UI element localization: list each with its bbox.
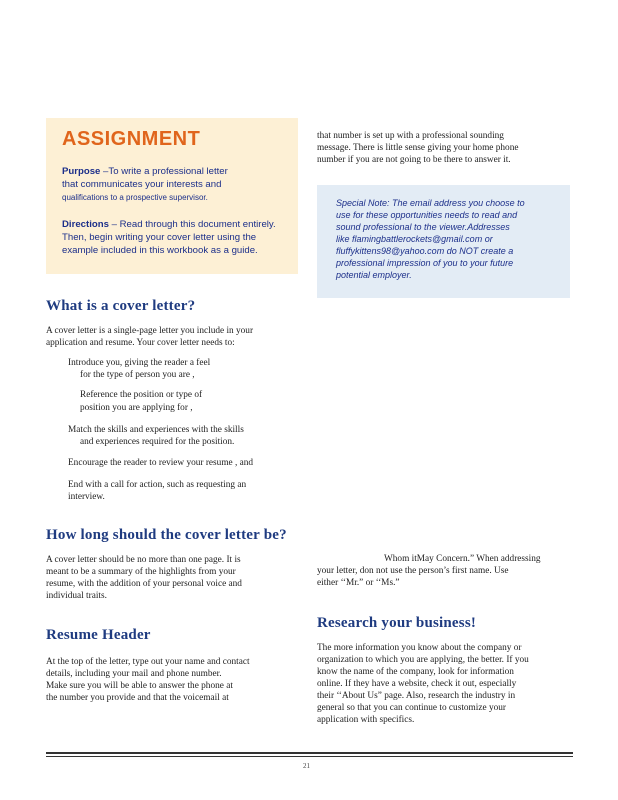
- special-note-line-4: like flamingbattlerockets@gmail.com or: [336, 234, 493, 244]
- whom-line-3: either ‘‘Mr.” or ‘‘Ms.”: [317, 578, 400, 588]
- footer-rule-thick: [46, 752, 573, 754]
- right-top-line-3: number if you are not going to be there to answer it.: [317, 155, 511, 165]
- cover-letter-intro-1: A cover letter is a single-page letter you include in your: [46, 326, 254, 336]
- bullet-2-line-2: position you are applying for ,: [80, 403, 193, 413]
- cover-letter-intro-2: application and resume. Your cover letter needs to:: [46, 338, 235, 348]
- special-note-line-6: professional impression of you to your future: [336, 258, 514, 268]
- bullet-4-line-1: Encourage the reader to review your resume , and: [68, 458, 254, 468]
- bullet-2-line-1: Reference the position or type of: [80, 390, 203, 400]
- bullet-3-line-2: and experiences required for the position.: [80, 437, 235, 447]
- resume-header-line-3: Make sure you will be able to answer the phone at: [46, 681, 233, 691]
- resume-header-line-2: details, including your mail and phone number.: [46, 669, 222, 679]
- how-long-line-4: individual traits.: [46, 591, 107, 601]
- research-line-2: organization to which you are applying, the better. If you: [317, 655, 529, 665]
- directions-line-2: Then, begin writing your cover letter using the: [62, 232, 257, 243]
- right-top-line-1: that number is set up with a professional sounding: [317, 131, 504, 141]
- research-line-4: online. If they have a website, check it out, especially: [317, 679, 517, 689]
- special-note-line-3: sound professional to the viewer.Addresses: [336, 222, 510, 232]
- cover-letter-heading: What is a cover letter?: [46, 298, 196, 314]
- purpose-line-1: Purpose –To write a professional letter: [62, 166, 228, 177]
- research-line-7: application with specifics.: [317, 715, 415, 725]
- research-line-1: The more information you know about the company or: [317, 643, 522, 653]
- directions-line-1: Directions – Read through this document entirely.: [62, 219, 276, 230]
- special-note-line-2: use for these opportunities needs to read and: [336, 210, 518, 220]
- research-line-6: general so that you can continue to customize your: [317, 703, 506, 713]
- bullet-1-line-2: for the type of person you are ,: [80, 370, 195, 380]
- resume-header-line-1: At the top of the letter, type out your name and contact: [46, 657, 250, 667]
- research-heading: Research your business!: [317, 615, 477, 631]
- bullet-5-line-2: interview.: [68, 492, 105, 502]
- directions-line-3: example included in this workbook as a guide.: [62, 245, 258, 256]
- how-long-line-2: meant to be a summary of the highlights from your: [46, 567, 236, 577]
- page-number: 21: [303, 762, 310, 770]
- right-top-line-2: message. There is little sense giving your home phone: [317, 143, 519, 153]
- special-note-line-7: potential employer.: [336, 270, 412, 280]
- purpose-line-3: qualifications to a prospective supervisor.: [62, 193, 208, 202]
- research-line-5: their ‘‘About Us” page. Also, research the industry in: [317, 691, 516, 701]
- research-line-3: know the name of the company, look for information: [317, 667, 514, 677]
- special-note-line-1: Special Note: The email address you choose to: [336, 198, 525, 208]
- special-note-line-5: fluffykittens98@yahoo.com do NOT create a: [336, 246, 514, 256]
- resume-header-line-4: the number you provide and that the voicemail at: [46, 693, 229, 703]
- how-long-line-1: A cover letter should be no more than one page. It is: [46, 555, 241, 565]
- footer-rule-thin: [46, 756, 573, 757]
- bullet-5-line-1: End with a call for action, such as requesting an: [68, 480, 247, 490]
- bullet-3-line-1: Match the skills and experiences with the skills: [68, 425, 244, 435]
- purpose-line-2: that communicates your interests and: [62, 179, 222, 190]
- how-long-line-3: resume, with the addition of your personal voice and: [46, 579, 242, 589]
- whom-line-2: your letter, don not use the person’s first name. Use: [317, 566, 509, 576]
- assignment-title: ASSIGNMENT: [62, 128, 201, 150]
- how-long-heading: How long should the cover letter be?: [46, 527, 287, 543]
- purpose-label: Purpose: [62, 166, 101, 177]
- resume-header-heading: Resume Header: [46, 627, 151, 643]
- directions-label: Directions: [62, 219, 109, 230]
- bullet-1-line-1: Introduce you, giving the reader a feel: [68, 358, 211, 368]
- whom-line-1: Whom itMay Concern.” When addressing: [384, 554, 541, 564]
